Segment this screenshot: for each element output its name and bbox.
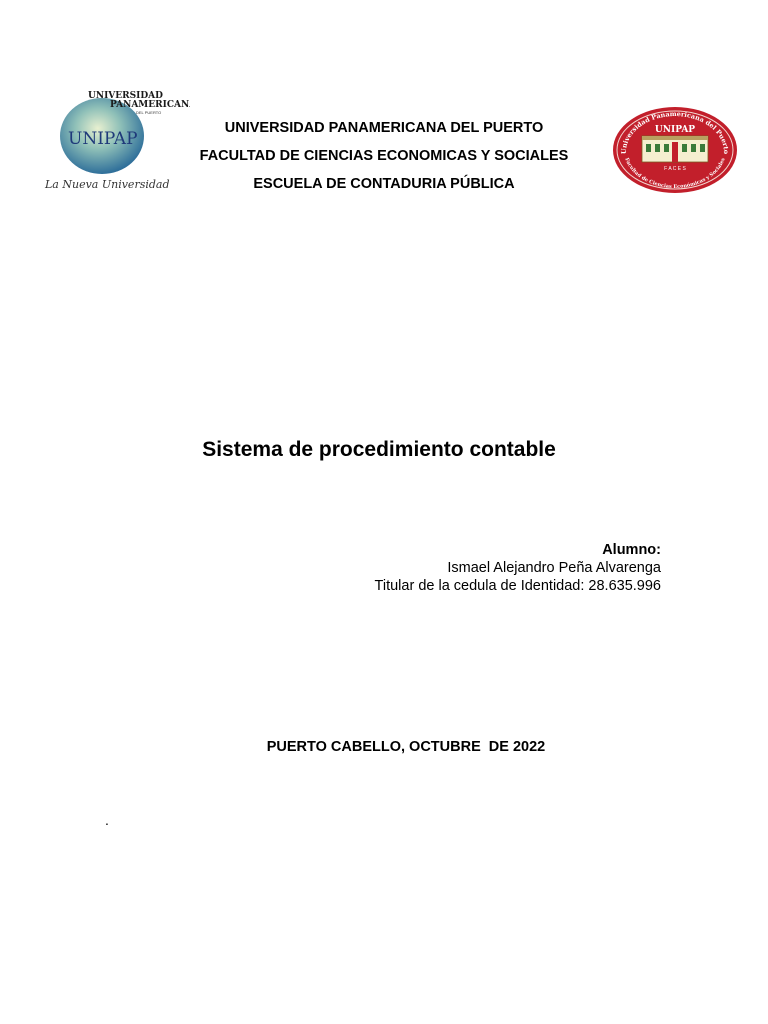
document-title: Sistema de procedimiento contable <box>202 438 556 461</box>
seal-acronym: UNIPAP <box>654 125 696 135</box>
trailing-mark: . <box>105 812 109 828</box>
logo-univ-line1: UNIVERSIDAD <box>88 91 163 101</box>
student-id: Titular de la cedula de Identidad: 28.635.996 <box>374 578 661 594</box>
seal-bottom-mark: F A C E S <box>664 166 686 172</box>
logo-slogan: La Nueva Universidad <box>45 178 170 191</box>
student-name: Ismael Alejandro Peña Alvarenga <box>447 560 661 576</box>
logo-univ-line2: PANAMERICANA <box>110 100 190 110</box>
building-icon <box>642 136 708 162</box>
header-faculty: FACULTAD DE CIENCIAS ECONOMICAS Y SOCIALES <box>199 148 569 164</box>
faces-seal-logo <box>612 106 738 194</box>
header-university: UNIVERSIDAD PANAMERICANA DEL PUERTO <box>224 120 544 136</box>
student-label: Alumno: <box>602 542 661 558</box>
seal-arc-bottom: Facultad de Ciencias Económicas y Sociales <box>623 157 727 191</box>
logo-acronym: UNIPAP <box>68 129 138 149</box>
student-info <box>375 541 661 595</box>
seal-arc-top: Universidad Panamericana del Puerto <box>619 109 731 155</box>
place-date: PUERTO CABELLO, OCTUBRE DE 2022 <box>266 739 546 755</box>
header-school: ESCUELA DE CONTADURIA PÚBLICA <box>253 176 515 192</box>
logo-small-text: DEL PUERTO <box>136 110 162 115</box>
